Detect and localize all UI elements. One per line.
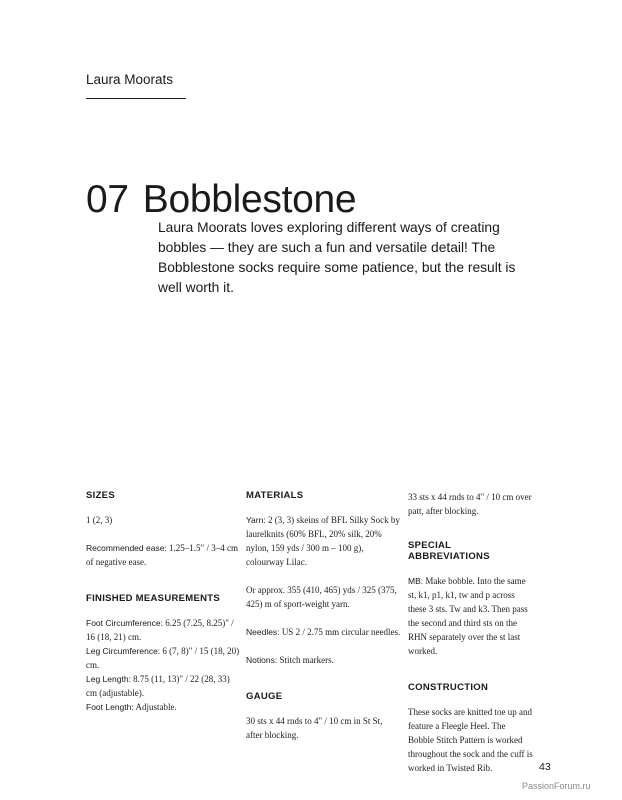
pattern-number: 07 (86, 178, 129, 222)
sizes-heading: SIZES (86, 490, 115, 501)
leg-length-value: 8.75 (11, 13)" / 22 (28, 33) cm (adjustable). (86, 674, 230, 698)
ease-label: Recommended ease: (86, 543, 167, 553)
mb-value: Make bobble. Into the same st, k1, p1, k1, tw and p across these 3 sts. Tw and k3. Then pass the second and third sts on the RHN separately over the st last worked. (408, 576, 528, 656)
author-underline (86, 98, 186, 99)
intro-paragraph: Laura Moorats loves exploring different ways of creating bobbles — they are such a fun and versatile detail! The Bobblestone socks require some patience, but the result is well worth it. (158, 220, 516, 295)
yarn-approx: Or approx. 355 (410, 465) yds / 325 (375, 425) m of sport-weight yarn. (246, 585, 397, 609)
leg-circ-value: 6 (7, 8)" / 15 (18, 20) cm. (86, 646, 240, 670)
foot-circ-value: 6.25 (7.25, 8.25)" / 16 (18, 21) cm. (86, 618, 234, 642)
gauge-st-st: 30 sts x 44 rnds to 4" / 10 cm in St St, after blocking. (246, 716, 383, 740)
notions (246, 653, 401, 667)
materials-heading: MATERIALS (246, 490, 304, 501)
sizes-values: 1 (2, 3) (86, 515, 113, 525)
pattern-name: Bobblestone (142, 178, 357, 222)
yarn (246, 513, 401, 569)
notions-value: Stitch markers. (277, 655, 334, 665)
special-abbreviations-heading: SPECIAL ABBREVIATIONS (408, 540, 490, 562)
foot-length-label: Foot Length: (86, 702, 134, 712)
gauge-pattern: 33 sts x 44 rnds to 4" / 10 cm over patt, after blocking. (408, 492, 532, 516)
ease-value: 1.25–1.5" / 3–4 cm of negative ease. (86, 543, 238, 567)
page-number: 43 (539, 761, 551, 773)
construction-heading: CONSTRUCTION (408, 682, 489, 693)
leg-length (86, 672, 241, 700)
leg-circumference (86, 644, 241, 672)
needles-label: Needles: (246, 627, 280, 637)
author-name: Laura Moorats (86, 72, 174, 87)
column-abbreviations (408, 490, 533, 789)
foot-length-value: Adjustable. (133, 702, 177, 712)
recommended-ease (86, 541, 241, 569)
column-materials (246, 490, 401, 756)
foot-circ-label: Foot Circumference: (86, 618, 163, 628)
pattern-title (86, 178, 356, 222)
foot-circumference (86, 616, 241, 644)
notions-label: Notions: (246, 655, 278, 665)
leg-circ-label: Leg Circumference: (86, 646, 161, 656)
gauge-heading: GAUGE (246, 691, 283, 702)
watermark: PassionForum.ru (522, 781, 591, 791)
needles (246, 625, 401, 639)
yarn-value: 2 (3, 3) skeins of BFL Silky Sock by laurelknits (60% BFL, 20% silk, 20% nylon, 159 yds / 300 m – 100 g), colourway Lilac. (246, 515, 400, 567)
leg-length-label: Leg Length: (86, 674, 131, 684)
foot-length (86, 700, 241, 714)
yarn-label: Yarn: (246, 515, 266, 525)
author-header (86, 72, 186, 87)
column-sizes (86, 490, 241, 728)
needles-value: US 2 / 2.75 mm circular needles. (279, 627, 401, 637)
mb-label: MB: (408, 576, 424, 586)
make-bobble (408, 574, 533, 658)
finished-measurements-heading: FINISHED MEASUREMENTS (86, 593, 221, 604)
construction-text: These socks are knitted toe up and feature a Fleegle Heel. The Bobble Stitch Pattern is worked throughout the sock and the cuff is worked in Twisted Rib. (408, 707, 533, 773)
